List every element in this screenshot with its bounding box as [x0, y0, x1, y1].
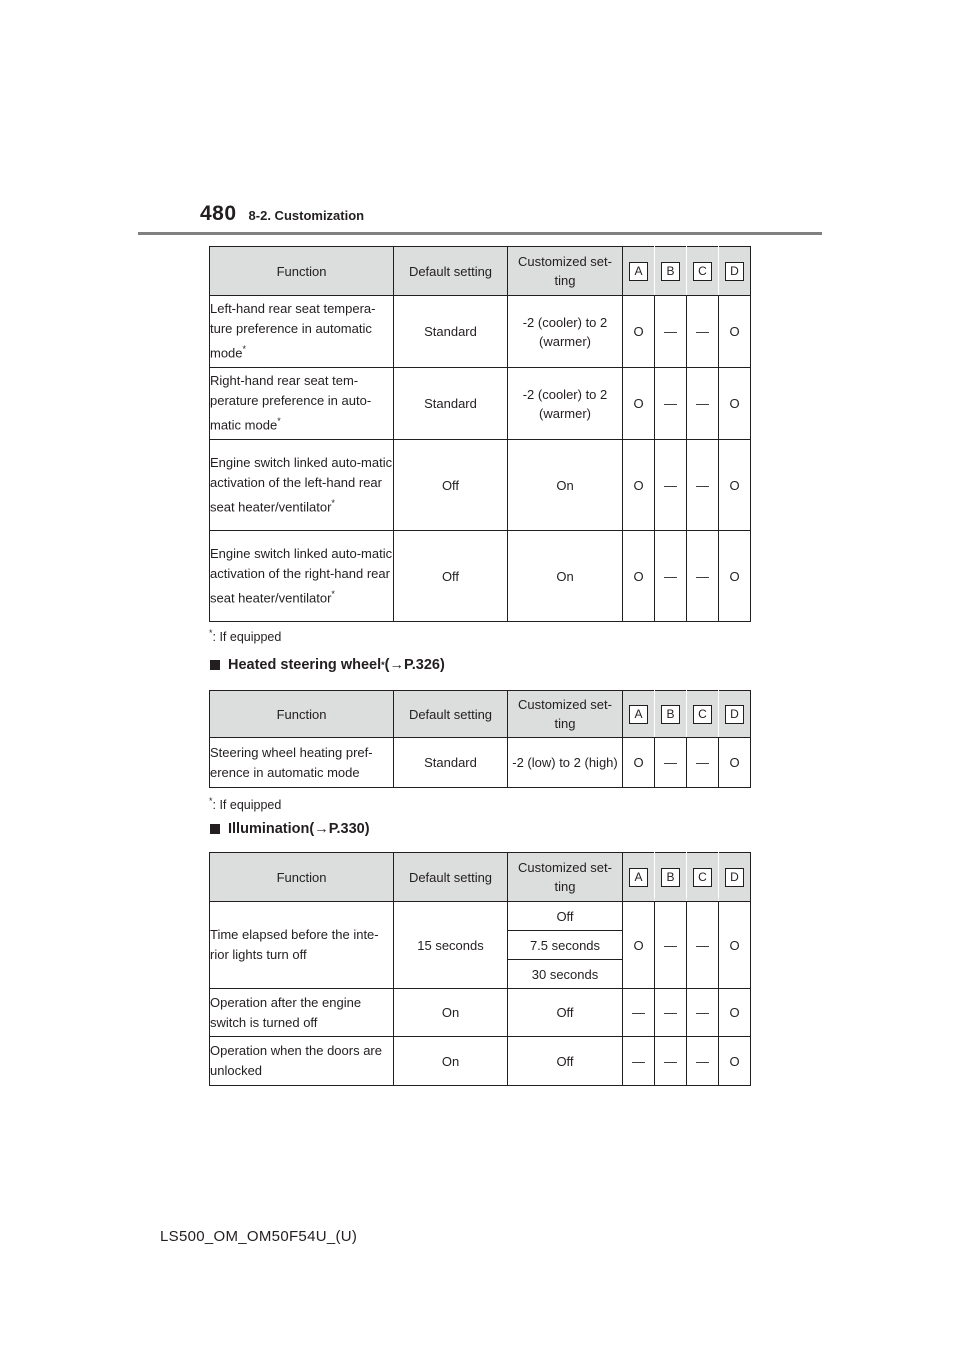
cell-a: O	[623, 738, 655, 788]
col-a: A	[623, 691, 655, 738]
cell-d: O	[719, 738, 751, 788]
cell-b: —	[655, 440, 687, 531]
cell-b: —	[655, 738, 687, 788]
cell-d: O	[719, 296, 751, 368]
footnote-if-equipped: *: If equipped	[209, 628, 282, 645]
cell-b: —	[655, 902, 687, 989]
cell-function: Operation when the doors are unlocked	[210, 1037, 394, 1086]
heading-illumination: Illumination (→P.330)	[210, 821, 370, 837]
cell-c: —	[687, 531, 719, 622]
page-reference-link[interactable]: (→P.330)	[309, 821, 370, 837]
cell-custom: Off	[508, 1037, 623, 1086]
cell-d: O	[719, 531, 751, 622]
cell-c: —	[687, 368, 719, 440]
col-c: C	[687, 691, 719, 738]
table-row	[210, 531, 751, 622]
cell-d: O	[719, 1037, 751, 1086]
cell-custom: -2 (low) to 2 (high)	[508, 738, 623, 788]
table-row	[210, 738, 751, 788]
col-customized: Customized set-ting	[508, 247, 623, 296]
col-function: Function	[210, 247, 394, 296]
col-d: D	[719, 853, 751, 902]
table-row	[210, 1037, 751, 1086]
col-customized: Customized set-ting	[508, 853, 623, 902]
table-row	[210, 296, 751, 368]
cell-default: Standard	[394, 368, 508, 440]
cell-a: O	[623, 902, 655, 989]
col-a: A	[623, 853, 655, 902]
table-row	[210, 989, 751, 1037]
cell-a: —	[623, 989, 655, 1037]
cell-default: Standard	[394, 738, 508, 788]
cell-function: Left-hand rear seat tempera-ture preference in automatic mode*	[210, 296, 394, 368]
cell-c: —	[687, 440, 719, 531]
page-header	[200, 202, 364, 226]
cell-d: O	[719, 368, 751, 440]
page-reference-link[interactable]: (→P.326)	[384, 657, 445, 673]
cell-b: —	[655, 1037, 687, 1086]
col-d: D	[719, 691, 751, 738]
cell-c: —	[687, 902, 719, 989]
col-c: C	[687, 853, 719, 902]
cell-custom: Off	[508, 902, 623, 931]
table-row	[210, 368, 751, 440]
cell-b: —	[655, 531, 687, 622]
cell-c: —	[687, 1037, 719, 1086]
cell-function: Operation after the engine switch is turned off	[210, 989, 394, 1037]
table-row	[210, 902, 751, 931]
cell-custom: -2 (cooler) to 2 (warmer)	[508, 368, 623, 440]
col-default: Default setting	[394, 691, 508, 738]
cell-a: O	[623, 531, 655, 622]
footer-doc-id: LS500_OM_OM50F54U_(U)	[160, 1228, 358, 1245]
header-rule	[138, 232, 822, 235]
page-number: 480	[200, 202, 237, 225]
table-header-row	[210, 247, 751, 296]
cell-a: —	[623, 1037, 655, 1086]
cell-custom: Off	[508, 989, 623, 1037]
cell-d: O	[719, 989, 751, 1037]
col-function: Function	[210, 853, 394, 902]
col-function: Function	[210, 691, 394, 738]
cell-function: Engine switch linked auto-matic activation of the right-hand rear seat heater/ventilator*	[210, 531, 394, 622]
cell-function: Right-hand rear seat tem-perature preference in auto-matic mode*	[210, 368, 394, 440]
footnote-if-equipped: *: If equipped	[209, 796, 282, 813]
heading-heated-steering-wheel: Heated steering wheel * (→P.326)	[210, 657, 445, 673]
cell-d: O	[719, 902, 751, 989]
cell-default: On	[394, 989, 508, 1037]
cell-function: Steering wheel heating pref-erence in automatic mode	[210, 738, 394, 788]
col-b: B	[655, 691, 687, 738]
cell-b: —	[655, 368, 687, 440]
cell-default: On	[394, 1037, 508, 1086]
table-seat-settings	[209, 246, 751, 622]
cell-a: O	[623, 440, 655, 531]
cell-custom: On	[508, 440, 623, 531]
cell-b: —	[655, 989, 687, 1037]
table-illumination	[209, 852, 751, 1086]
col-b: B	[655, 853, 687, 902]
table-steering-wheel	[209, 690, 751, 788]
cell-b: —	[655, 296, 687, 368]
col-c: C	[687, 247, 719, 296]
table-header-row	[210, 691, 751, 738]
table-header-row	[210, 853, 751, 902]
cell-custom: 7.5 seconds	[508, 931, 623, 960]
cell-default: Off	[394, 531, 508, 622]
cell-a: O	[623, 368, 655, 440]
cell-custom: -2 (cooler) to 2 (warmer)	[508, 296, 623, 368]
cell-default: Off	[394, 440, 508, 531]
cell-c: —	[687, 738, 719, 788]
cell-custom: 30 seconds	[508, 960, 623, 989]
cell-function: Time elapsed before the inte-rior lights turn off	[210, 902, 394, 989]
cell-function: Engine switch linked auto-matic activation of the left-hand rear seat heater/ventilator*	[210, 440, 394, 531]
col-b: B	[655, 247, 687, 296]
square-bullet-icon	[210, 660, 220, 670]
cell-d: O	[719, 440, 751, 531]
cell-default: Standard	[394, 296, 508, 368]
table-row	[210, 440, 751, 531]
cell-c: —	[687, 989, 719, 1037]
cell-custom: On	[508, 531, 623, 622]
col-a: A	[623, 247, 655, 296]
square-bullet-icon	[210, 824, 220, 834]
col-customized: Customized set-ting	[508, 691, 623, 738]
col-default: Default setting	[394, 853, 508, 902]
cell-c: —	[687, 296, 719, 368]
cell-default: 15 seconds	[394, 902, 508, 989]
col-d: D	[719, 247, 751, 296]
cell-a: O	[623, 296, 655, 368]
section-title: 8-2. Customization	[248, 208, 365, 223]
col-default: Default setting	[394, 247, 508, 296]
